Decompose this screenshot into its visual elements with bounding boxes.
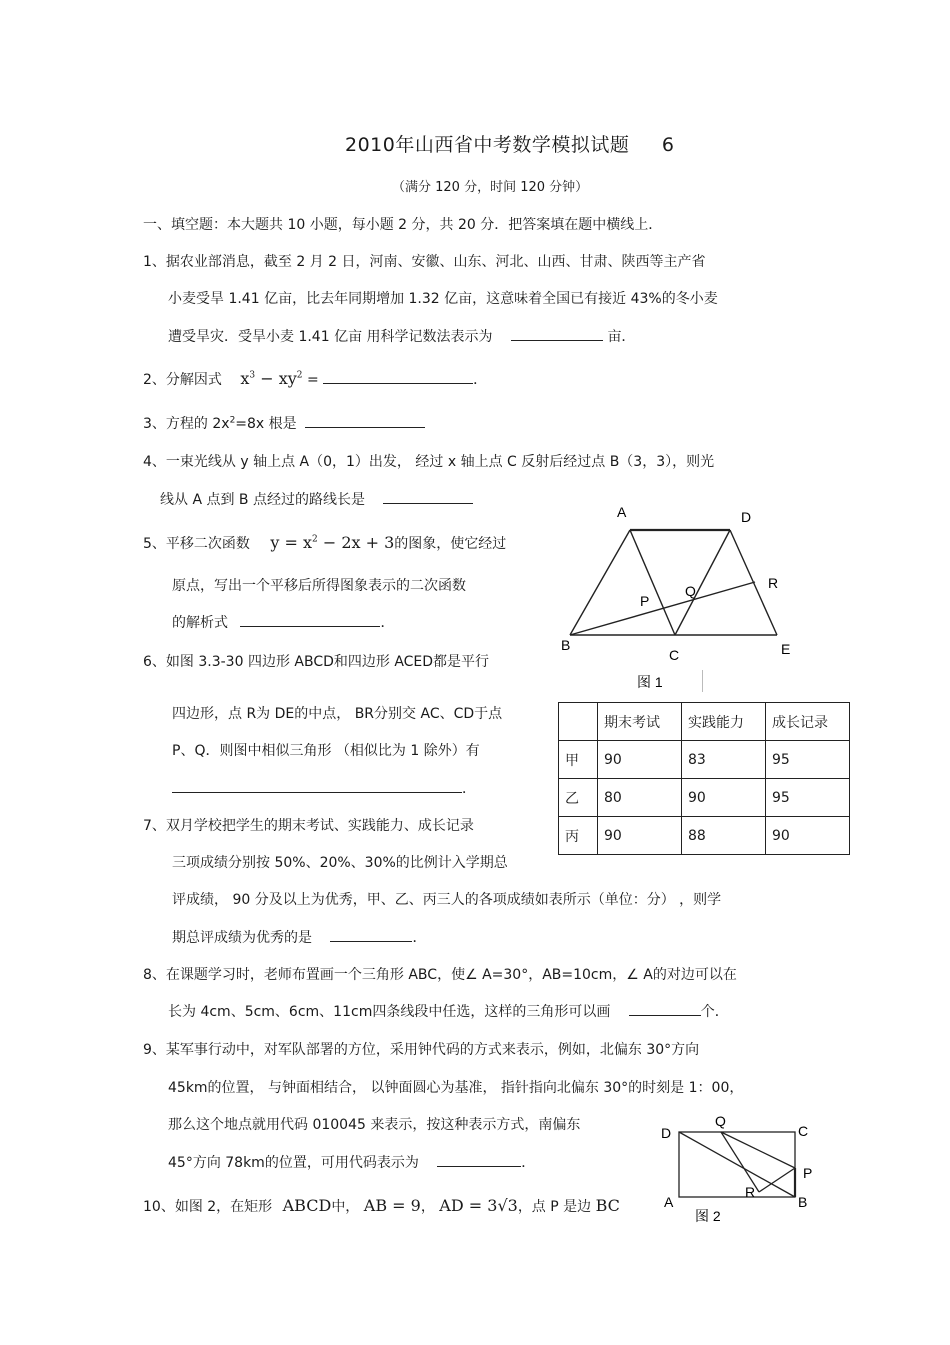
- fig1-label-B: B: [561, 637, 571, 653]
- q4-line1: 4、一束光线从 y 轴上点 A（0，1）出发， 经过 x 轴上点 C 反射后经过点 B（3，3），则光: [143, 454, 715, 470]
- fig2-label-R: R: [745, 1184, 756, 1200]
- table-cell: 95: [766, 741, 850, 779]
- q8-unit: 个．: [700, 1004, 729, 1020]
- q10-line: [143, 1196, 620, 1216]
- fig1-label-R: R: [768, 575, 779, 591]
- q5-formula-exp: 2: [312, 534, 318, 545]
- q7-line1: 7、双月学校把学生的期末考试、实践能力、成长记录: [143, 818, 474, 834]
- q7-line3: 评成绩， 90 分及以上为优秀，甲、乙、丙三人的各项成绩如表所示（单位：分） ，则学: [172, 892, 722, 908]
- table-row: [559, 741, 850, 779]
- q1-answer-blank[interactable]: [511, 326, 603, 341]
- q3-exp: 2: [229, 415, 236, 426]
- q2-line: 2、分解因式 $x^3 - xy^2$ = ．: [143, 369, 488, 388]
- table-cell: 95: [766, 779, 850, 817]
- fig2-caption: 图 2: [695, 1208, 721, 1224]
- q9-answer-blank[interactable]: [437, 1152, 521, 1167]
- q9-line1: 9、某军事行动中，对军队部署的方位，采用钟代码的方式来表示，例如，北偏东 30°方向: [143, 1042, 700, 1058]
- fig2-diagonal: [679, 1132, 795, 1197]
- q5-line2: 原点，写出一个平移后所得图象表示的二次函数: [172, 578, 466, 594]
- table-header-cell: 期末考试: [598, 703, 682, 741]
- q7-line2: 三项成绩分别按 50%、20%、30%的比例计入学期总: [172, 855, 508, 871]
- fig1-edge-DC: [675, 530, 730, 635]
- fig1-label-E: E: [781, 641, 791, 657]
- q10-mid2: ，: [420, 1199, 435, 1215]
- table-cell: 乙: [559, 779, 598, 817]
- table-cell: 80: [598, 779, 682, 817]
- q2-x: x: [240, 369, 250, 388]
- q5-formula: [270, 533, 394, 552]
- q9-line2: 45km的位置， 与钟面相结合， 以钟面圆心为基准， 指针指向北偏东 30°的时刻是 1：00，: [168, 1080, 744, 1096]
- q6-answer-blank[interactable]: [172, 778, 462, 793]
- table-header-cell: [559, 703, 598, 741]
- q8-line2: [168, 1001, 729, 1021]
- q6-line3: P、Q．则图中相似三角形 （相似比为 1 除外）有: [172, 743, 480, 759]
- fig1-label-Q: Q: [685, 583, 696, 599]
- fig2-label-C: C: [798, 1123, 809, 1139]
- q1-line3: [168, 326, 635, 346]
- score-table: [558, 702, 850, 855]
- table-cell: 88: [682, 817, 766, 855]
- q2-answer-blank[interactable]: [323, 369, 473, 384]
- table-cell: 甲: [559, 741, 598, 779]
- fig2-label-Q: Q: [715, 1113, 726, 1129]
- q6-line4: [172, 778, 476, 798]
- q10-ad: AD = 3√3: [439, 1196, 518, 1215]
- table-cell: 丙: [559, 817, 598, 855]
- fig1-label-A: A: [617, 504, 627, 520]
- q3-answer-blank[interactable]: [305, 413, 425, 428]
- fig1-label-D: D: [741, 509, 752, 525]
- table-header-cell: 实践能力: [682, 703, 766, 741]
- fig1-caption: 图 1: [637, 674, 663, 690]
- q3-prefix: 3、方程的 2x: [143, 416, 230, 432]
- q10-bc: BC: [595, 1196, 620, 1215]
- fig2-label-P: P: [803, 1165, 813, 1181]
- q4-answer-blank[interactable]: [383, 489, 473, 504]
- q8-answer-blank[interactable]: [629, 1001, 701, 1016]
- fig1-edge-AC: [630, 530, 675, 635]
- q5-formula-b: − 2x + 3: [317, 533, 395, 552]
- title-text: 2010年山西省中考数学模拟试题: [345, 134, 630, 156]
- fig2-label-B: B: [798, 1194, 808, 1210]
- q9-line3: 那么这个地点就用代码 010045 来表示，按这种表示方式，南偏东: [168, 1117, 581, 1133]
- q6-line1: 6、如图 3.3-30 四边形 ABCD和四边形 ACED都是平行: [143, 654, 490, 670]
- page-title: [345, 130, 675, 157]
- q5-line1: [143, 533, 506, 553]
- fig1-edge-BR: [570, 582, 755, 635]
- q4-line2-text: 线从 A 点到 B 点经过的路线长是: [160, 492, 365, 508]
- q10-prefix: 10、如图 2，在矩形: [143, 1199, 273, 1215]
- q1-line3-text: 遭受旱灾．受旱小麦 1.41 亿亩 用科学记数法表示为: [168, 329, 493, 345]
- fig1-label-C: C: [669, 647, 680, 663]
- q5-formula-a: y = x: [270, 533, 313, 552]
- q5-prefix: 5、平移二次函数: [143, 536, 250, 552]
- table-header-row: [559, 703, 850, 741]
- fig2-label-D: D: [661, 1125, 672, 1141]
- fig1-edge-AB: [570, 530, 630, 635]
- q7-line4-text: 期总评成绩为优秀的是: [172, 930, 312, 946]
- q1-line1: 1、据农业部消息，截至 2 月 2 日，河南、安徽、山东、河北、山西、甘肃、陕西等主产省: [143, 254, 706, 270]
- q5-answer-blank[interactable]: [240, 612, 380, 627]
- q3-line: [143, 413, 425, 433]
- q2-exp1: 3: [249, 370, 256, 381]
- q2-exp2: 2: [296, 370, 303, 381]
- q10-mid1: 中，: [331, 1199, 360, 1215]
- q5-line3: 的解析式 ．: [172, 612, 394, 632]
- q2-mid: − xy: [255, 369, 297, 388]
- table-header-cell: 成长记录: [766, 703, 850, 741]
- q9-line4: 45°方向 78km的位置，可用代码表示为 ．: [168, 1152, 535, 1172]
- q6-period: ．: [462, 781, 476, 797]
- q1-line2: 小麦受旱 1.41 亿亩，比去年同期增加 1.32 亿亩，这意味着全国已有接近 43%的冬小麦: [168, 291, 718, 307]
- figure-2: [655, 1108, 825, 1228]
- q2-equals: =: [306, 372, 319, 388]
- q1-unit: 亩．: [607, 329, 636, 345]
- page-subtitle: （满分 120 分，时间 120 分钟）: [392, 180, 589, 195]
- q5-line3-text: 的解析式: [172, 615, 228, 631]
- q10-abcd: ABCD: [282, 1196, 332, 1215]
- q6-line2: 四边形，点 R为 DE的中点， BR分别交 AC、CD于点: [172, 706, 503, 722]
- q8-line1: 8、在课题学习时，老师布置画一个三角形 ABC，使∠ A=30°，AB=10cm，∠ A的对边可以在: [143, 967, 737, 983]
- table-cell: 90: [766, 817, 850, 855]
- q10-mid3: ，点 P 是边: [517, 1199, 592, 1215]
- table-row: [559, 817, 850, 855]
- table-cell: 90: [682, 779, 766, 817]
- q9-line4-text: 45°方向 78km的位置，可用代码表示为: [168, 1155, 419, 1171]
- q10-ab: AB = 9: [363, 1196, 421, 1215]
- table-row: [559, 779, 850, 817]
- section-heading: 一、填空题：本大题共 10 小题，每小题 2 分，共 20 分．把答案填在题中横线上．: [143, 217, 663, 233]
- fig1-divider: [702, 670, 703, 692]
- q4-line2: [160, 489, 473, 509]
- figure-1: [555, 500, 795, 700]
- table-cell: 83: [682, 741, 766, 779]
- q2-prefix: 2、分解因式: [143, 372, 222, 388]
- fig1-label-P: P: [640, 593, 650, 609]
- q5-post: 的图象，使它经过: [394, 536, 507, 552]
- q8-line2-text: 长为 4cm、5cm、6cm、11cm四条线段中任选，这样的三角形可以画: [168, 1004, 611, 1020]
- table-cell: 90: [598, 817, 682, 855]
- q7-line4: 期总评成绩为优秀的是 ．: [172, 927, 426, 947]
- title-number: 6: [661, 134, 675, 156]
- q3-post: =8x 根是: [235, 416, 297, 432]
- table-cell: 90: [598, 741, 682, 779]
- q7-answer-blank[interactable]: [330, 927, 412, 942]
- q2-expr: [240, 369, 302, 388]
- fig2-label-A: A: [664, 1194, 674, 1210]
